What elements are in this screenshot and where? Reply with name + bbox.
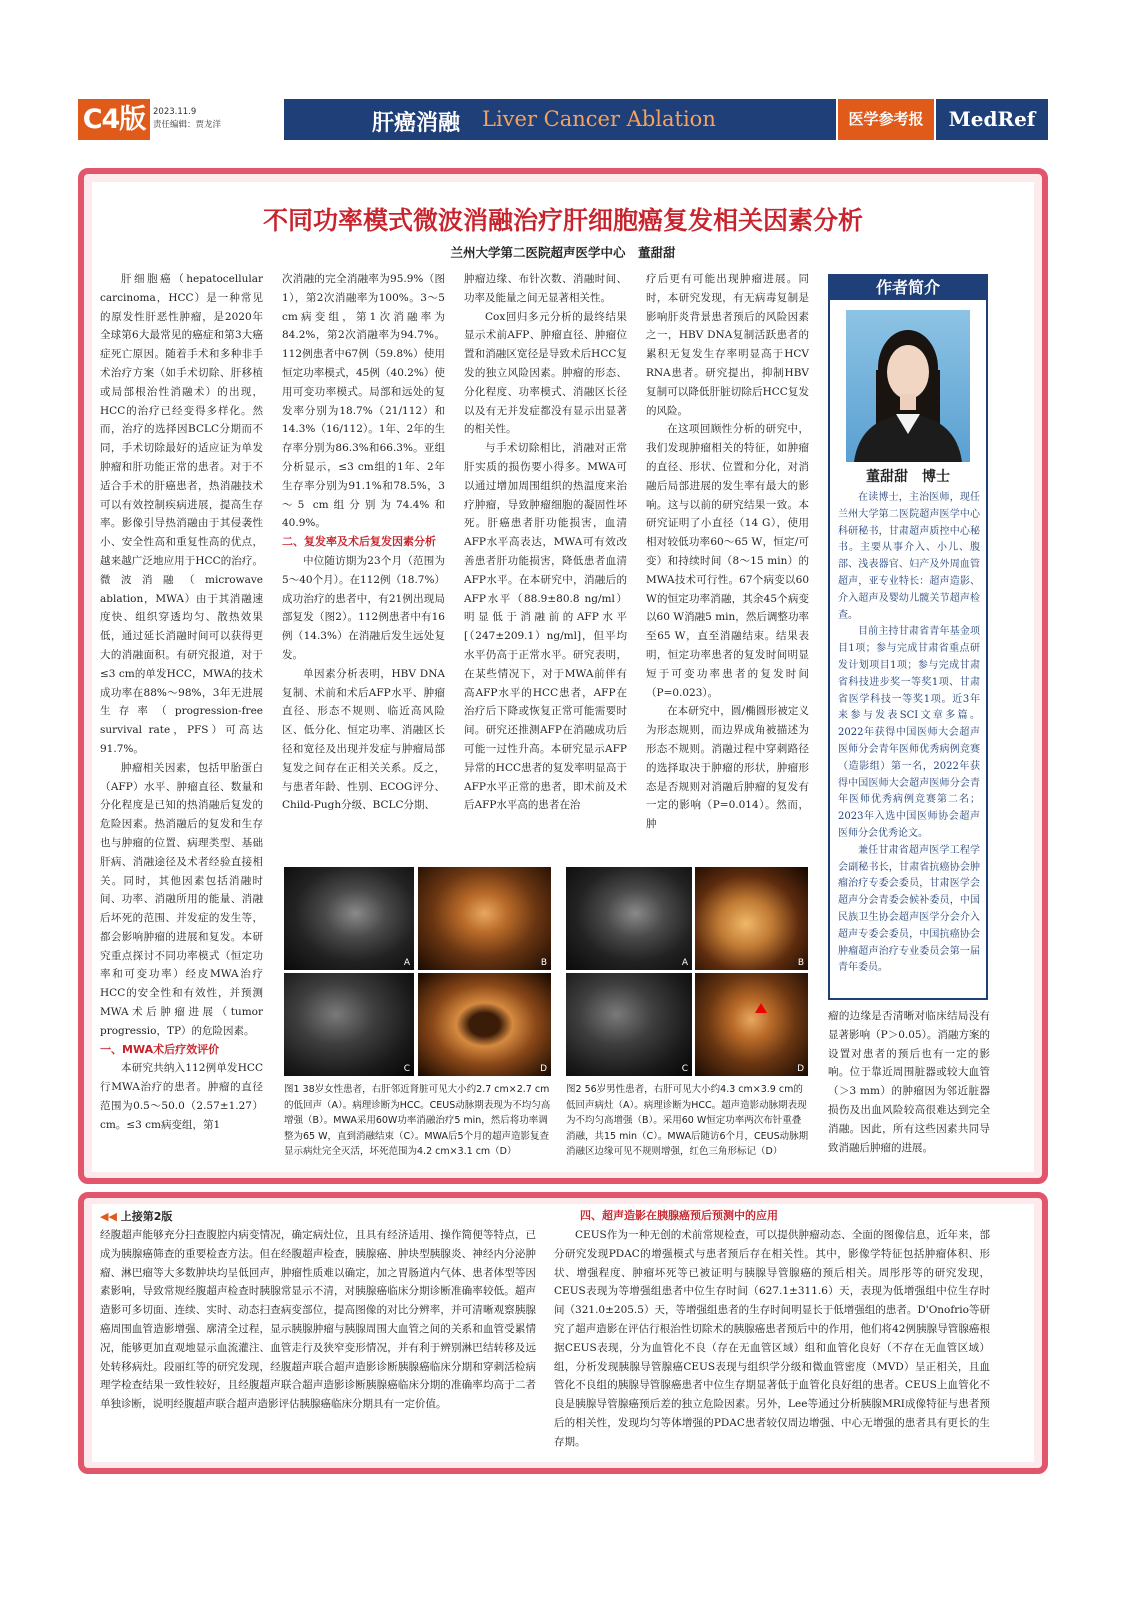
ceus-image (695, 973, 808, 1076)
author-name: 董甜甜 博士 (866, 469, 950, 485)
ultrasound-image (566, 973, 692, 1076)
ceus-image (418, 973, 551, 1076)
brand-name-cn: 医学参考报 (838, 99, 934, 140)
continued-marker (100, 1208, 172, 1224)
author-bio (838, 490, 980, 977)
panel-label: C (403, 1064, 410, 1074)
continued-label: 上接第2版 (120, 1210, 173, 1223)
article-paragraph: 肿瘤边缘、布针次数、消融时间、功率及能量之间无显著相关性。 (464, 273, 627, 304)
article-paragraph: 中位随访期为23个月（范围为5～40个月）。在112例（18.7%）成功治疗的患者中，有21例出现局部复发（图2）。112例患者中有16例（14.3%）在消融后发生远处复发。 (282, 554, 445, 661)
article-paragraph: 肝细胞癌（hepatocellular carcinoma，HCC）是一种常见的原发性肝恶性肿瘤，是2020年全球第6大最常见的癌症和第3大癌症死亡原因。随着手术和多种非手术治疗方案（如手术切除、肝移植或局部根治性消融术）的出现，HCC的治疗已经变得多样化。然而，治疗的选择因BCLC分期而不同，手术切除最好的适应证为单发肿瘤和肝功能正常的患者。对于不适合手术的肝癌患者，热消融技术可以有效控制疾病进展，提高生存率。影像引导热消融由于其侵袭性小、安全性高和重复性高的优点，越来越广泛地应用于HCC的治疗。微波消融（microwave ablation，MWA）由于其消融速度快、组织穿透均匀、散热效果低，通过延长消融时间可以获得更大的消融面积。有研究报道，对于≤3 cm的单发HCC，MWA的技术成功率在88%～98%，3年无进展生存率（progression-free survival rate，PFS）可高达91.7%。 (100, 273, 263, 755)
figure-caption: 图2 56岁男性患者，右肝可见大小约4.3 cm×3.9 cm的低回声病灶（A）。病理诊断为HCC。超声造影动脉期表现为不均匀高增强（B）。采用60 W恒定功率两次布针重叠消融，共15 min（C）。MWA后随访6个月，CEUS动脉期消融区边缘可见不规则增强，红色三角形标记（D） (566, 1084, 809, 1157)
panel-label: B (540, 958, 547, 968)
author-box-title: 作者简介 (830, 276, 986, 300)
author-bio-paragraph: 兼任甘肃省超声医学工程学会副秘书长，甘肃省抗癌协会肿瘤治疗专委会委员，甘肃医学会超声分会青委会候补委员，中国民族卫生协会超声医学分会介入超声专委会委员，中国抗癌协会肿瘤超声治疗专业委员会第一届青年委员。 (838, 844, 980, 974)
figure-caption: 图1 38岁女性患者，右肝邻近肾脏可见大小约2.7 cm×2.7 cm的低回声（A）。病理诊断为HCC。CEUS动脉期表现为不均匀高增强（B）。MWA采用60W功率消融治疗5 min，然后将功率调整为65 W，直到消融结束（C）。MWA后5个月的超声造影复查显示病灶完全灭活，坏死范围为4.2 cm×3.1 cm（D） (284, 1084, 551, 1157)
ceus-image (418, 867, 551, 970)
article-paragraph: 与手术切除相比，消融对正常肝实质的损伤要小得多。MWA可以通过增加周围组织的热温度来治疗肿瘤，导致肿瘤细胞的凝固性坏死。肝癌患者肝功能损害，血清AFP水平高表达，MWA可有效改善患者肝功能损害，降低患者血清AFP水平。在本研究中，消融后的AFP水平（88.9±80.8 ng/ml）明显低于消融前的AFP水平[（247±209.1）ng/ml]，但平均水平仍高于正常水平。研究表明，在某些情况下，对于MWA前伴有高AFP水平的HCC患者，AFP在治疗后下降或恢复正常可能需要时间。研究还推测AFP在消融成功后可能一过性升高。本研究显示AFP异常的HCC患者的复发率明显高于AFP水平正常的患者，即术前及术后AFP水平高的患者在治 (464, 442, 627, 812)
panel-label: D (797, 1064, 804, 1074)
section-heading: 一、MWA术后疗效评价 (100, 1042, 220, 1056)
section-heading: 四、超声造影在胰腺癌预后预测中的应用 (580, 1209, 778, 1222)
section-title-en: Liver Cancer Ablation (482, 107, 716, 131)
edition-badge: C4版 (78, 99, 150, 140)
author-bio-paragraph: 在读博士，主治医师，现任兰州大学第二医院超声医学中心科研秘书，甘肃超声质控中心秘书。主要从事介入、小儿、腹部、浅表器官、妇产及外周血管超声，亚专业特长：超声造影、介入超声及婴幼儿髋关节超声检查。 (838, 492, 980, 621)
article-paragraph: 次消融的完全消融率为95.9%（图1），第2次消融率为100%。3～5 cm病变组，第1次消融率为84.2%，第2次消融率为94.7%。112例患者中67例（59.8%）使用恒定功率模式，45例（40.2%）使用可变功率模式。局部和远处的复发率分别为18.7%（21/112）和14.3%（16/112）。1年、2年的生存率分别为86.3%和66.3%。亚组分析显示，≤3 cm组的1年、2年生存率分别为91.1%和78.5%，3～5 cm组分别为74.4%和40.9%。 (282, 273, 445, 530)
continued-text-right (554, 1226, 990, 1452)
panel-label: A (403, 958, 410, 968)
author-photo (846, 310, 970, 462)
issue-date: 2023.11.9 (153, 107, 197, 117)
article-column-4 (646, 270, 809, 834)
section-title-cn: 肝癌消融 (372, 110, 461, 136)
section-heading: 二、复发率及术后复发因素分析 (282, 535, 436, 549)
panel-label: B (797, 958, 804, 968)
article-paragraph: 肿瘤相关因素，包括甲胎蛋白（AFP）水平、肿瘤直径、数量和分化程度是已知的热消融后复发的危险因素。热消融后的复发和生存也与肿瘤的位置、病理类型、基础肝病、消融途径及术者经验直接相关。同时，其他因素包括消融时间、功率、消融所用的能量、消融后坏死的范围、并发症的发生等，都会影响肿瘤的进展和复发。本研究重点探讨不同功率模式（恒定功率和可变功率）经皮MWA治疗HCC的安全性和有效性，并预测MWA术后肿瘤进展（tumor progressio，TP）的危险因素。 (100, 761, 263, 1037)
article-column-1 (100, 270, 263, 1135)
continued-text-left (100, 1226, 536, 1414)
panel-label: A (681, 958, 688, 968)
double-arrow-left-icon: ◀◀ (100, 1210, 117, 1223)
continued-paragraph: 经腹超声能够充分扫查腹腔内病变情况，确定病灶位，且具有经济适用、操作简便等特点，已成为胰腺癌筛查的重要检查方法。但在经腹超声检查，胰腺癌、肿块型胰腺炎、神经内分泌肿瘤、淋巴瘤等大多数肿块均呈低回声，肿瘤性质难以确定，加之胃肠道内气体、患者体型等因素影响，导致常规经腹超声检查时胰腺常显示不清，对胰腺癌临床分期诊断准确率较低。超声造影可多切面、连续、实时、动态扫查病变部位，提高图像的对比分辨率，并可清晰观察胰腺癌周围血管造影增强、廓清全过程，显示胰腺肿瘤与胰腺周围大血管之间的关系和血管受累情况，能够更加直观地显示血流灌注、血管走行及狭窄变形情况，并有利于辨别淋巴结转移及远处转移病灶。段丽红等的研究发现，经腹超声联合超声造影诊断胰腺癌临床分期和穿刺活检病理学检查结果一致性较好，且经腹超声联合超声造影诊断胰腺癌临床分期的准确率均高于二者单独诊断，说明经腹超声联合超声造影评估胰腺癌临床分期具有一定价值。 (100, 1229, 536, 1411)
red-triangle-marker (695, 973, 808, 1076)
section-banner (284, 99, 836, 140)
article-paragraph: 疗后更有可能出现肿瘤进展。同时，本研究发现，有无病毒复制是影响肝炎背景患者预后的风险因素之一，HBV DNA复制活跃患者的累积无复发生存率明显高于HCV RNA患者。研究提出，抑制HBV复制可以降低肝脏切除后HCC复发的风险。 (646, 273, 809, 417)
issue-meta (153, 101, 278, 144)
continued-paragraph: CEUS作为一种无创的术前常规检查，可以提供肿瘤动态、全面的图像信息，近年来，部分研究发现PDAC的增强模式与患者预后存在相关性。其中，影像学特征包括肿瘤体积、形状、增强程度、肿瘤坏死等已被证明与胰腺导管腺癌的预后相关。周彤彤等的研究发现，CEUS表现为等增强组患者中位生存时间（627.1±311.6）天，表现为低增强组中位生存时间（321.0±205.5）天，等增强组患者的生存时间明显长于低增强组的患者。D'Onofrio等研究了超声造影在评估行根治性切除术的胰腺癌患者预后中的作用，他们将42例胰腺导管腺癌根据CEUS表现，分为血管化不良（存在无血管区域）组和血管化良好（不存在无血管区域）组，分析发现胰腺导管腺癌CEUS表现与组织学分级和微血管密度（MVD）呈正相关，且血管化不良组的胰腺导管腺癌患者中位生存期显著低于血管化良好组的患者。CEUS上血管化不良是胰腺导管腺癌预后差的独立危险因素。另外，Lee等通过分析胰腺MRI成像特征与患者预后的相关性，发现均匀等体增强的PDAC患者较仅周边增强、中心无增强的患者具有更长的生存期。 (554, 1229, 990, 1448)
article-column-5 (828, 1007, 990, 1157)
article-paragraph: 瘤的边缘是否清晰对临床结局没有显著影响（P＞0.05）。消融方案的设置对患者的预后也有一定的影响。位于靠近周围脏器或较大血管（＞3 mm）的肿瘤因为邻近脏器损伤及出血风险较高很难达到完全消融。因此，所有这些因素共同导致消融后肿瘤的进展。 (828, 1010, 990, 1154)
article-title: 不同功率模式微波消融治疗肝细胞癌复发相关因素分析 (262, 206, 863, 235)
brand-name-en: MedRef (936, 99, 1048, 140)
article-column-2 (282, 270, 445, 815)
article-byline: 兰州大学第二医院超声医学中心 董甜甜 (450, 245, 676, 260)
ultrasound-image (284, 867, 414, 970)
article-paragraph: 本研究共纳入112例单发HCC行MWA治疗的患者。肿瘤的直径范围为0.5～50.0（2.57±1.27）cm。≤3 cm病变组，第1 (100, 1062, 263, 1131)
article-paragraph: 在这项回顾性分析的研究中，我们发现肿瘤相关的特征，如肿瘤的直径、形状、位置和分化，对消融后局部进展的发生率有最大的影响。这与以前的研究结果一致。本研究证明了小直径（14 G），使用相对较低功率60～65 W，恒定/可变）和持续时间（8～15 min）的MWA技术可行性。67个病变以60 W的恒定功率消融，其余45个病变以60 W消融5 min，然后调整功率至65 W，直至消融结束。结果表明，恒定功率患者的复发时间明显短于可变功率患者的复发时间（P=0.023）。 (646, 423, 809, 699)
article-paragraph: 单因素分析表明，HBV DNA复制、术前和术后AFP水平、肿瘤直径、形态不规则、临近高风险区、低分化、恒定功率、消融区长径和宽径及出现并发症与肿瘤局部复发之间存在正相关关系。反之，与患者年龄、性别、ECOG评分、Child-Pugh分级、BCLC分期、 (282, 667, 445, 812)
article-column-3 (464, 270, 627, 815)
ultrasound-image (284, 973, 414, 1076)
author-portrait-icon (846, 310, 970, 462)
issue-editor: 责任编辑：贾龙洋 (153, 120, 222, 130)
panel-label: D (540, 1064, 547, 1074)
article-paragraph: 在本研究中，圆/椭圆形被定义为形态规则，而边界成角被描述为形态不规则。消融过程中穿刺路径的选择取决于肿瘤的形状，肿瘤形态是否规则对消融后肿瘤的复发有一定的影响（P=0.014）。然而，肿 (646, 705, 809, 831)
ultrasound-image (566, 867, 692, 970)
author-bio-paragraph: 目前主持甘肃省青年基金项目1项；参与完成甘肃省重点研发计划项目1项；参与完成甘肃省科技进步奖一等奖1项、甘肃省医学科技一等奖1项。近3年来参与发表SCI文章多篇。2022年获得中国医师大会超声医师分会青年医师优秀病例竞赛（造影组）第一名，2022年获得中国医师大会超声医师分会青年医师优秀病例竞赛第二名；2023年入选中国医师协会超声医师分会优秀论文。 (838, 626, 980, 839)
panel-label: C (681, 1064, 688, 1074)
ceus-image (695, 867, 808, 970)
article-paragraph: Cox回归多元分析的最终结果显示术前AFP、肿瘤直径、肿瘤位置和消融区宽径是导致术后HCC复发的独立风险因素。肿瘤的形态、分化程度、功率模式、消融区长径以及有无并发症都没有显示出显著的相关性。 (464, 310, 627, 436)
